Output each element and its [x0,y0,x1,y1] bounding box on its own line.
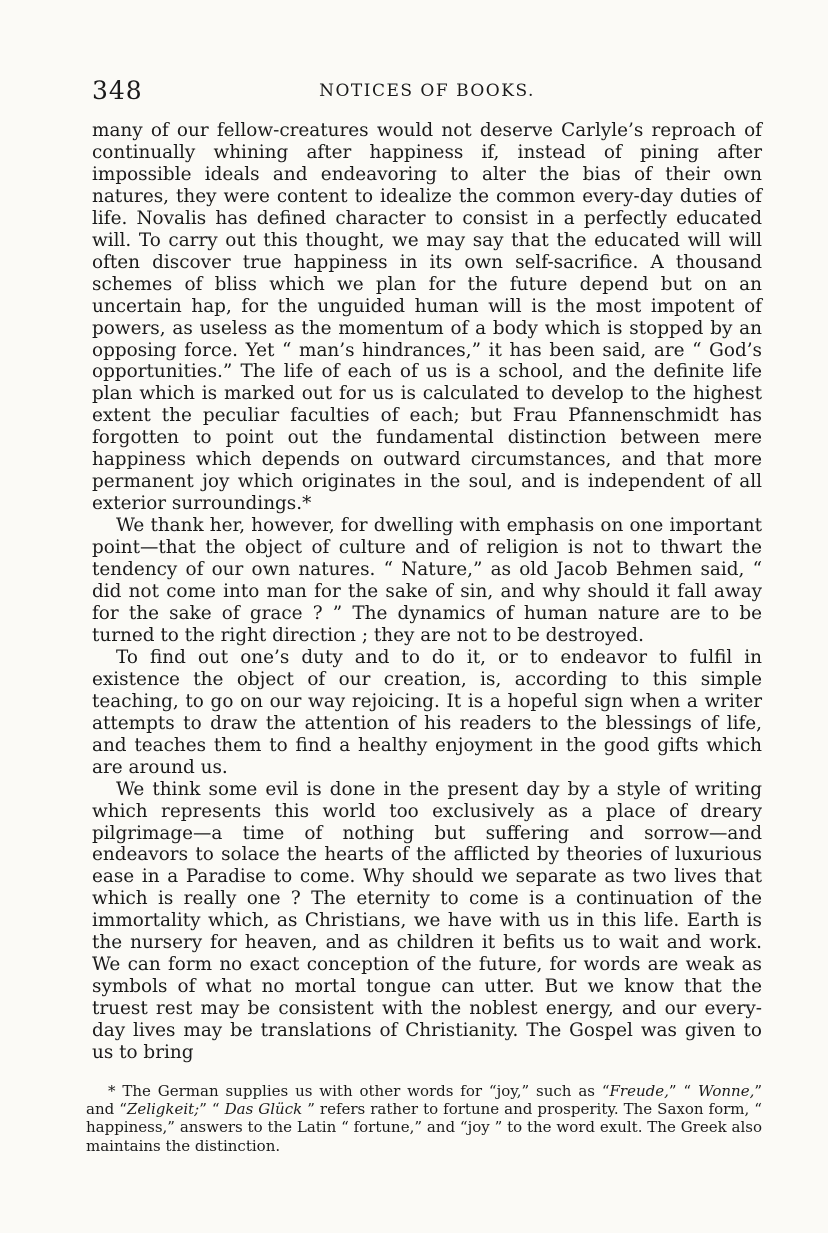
page-number: 348 [92,76,143,105]
footnote-term-zeligkeit: Zeligkeit; [126,1100,200,1119]
page-header [92,76,762,106]
footnote-term-das-gluck: Das Glück [224,1100,303,1119]
paragraph-2: We thank her, however, for dwelling with emphasis on one important point—that the object of culture and of religion is not to thwart the tendency of our own natures. “ Nature,” as old Jacob Behmen said, “ did not come into man for the sake of sin, and why should it fall away for the sake of grace ? ” The dynamics of human nature are to be turned to the right direction ; they are not to be destroyed. [92,515,762,646]
footnote [86,1082,762,1155]
footnote-term-wonne: Wonne, [697,1082,755,1100]
footnote-text-1: * The German supplies us with other words for “joy,” such as “ [108,1082,610,1100]
footnote-text-4: ” “ [199,1100,225,1119]
paragraph-1: many of our fellow-creatures would not deserve Carlyle’s reproach of continually whining after happiness if, instead of pining after impossible ideals and endeavoring to alter the bias of their own natures, they were content to idealize the common every-day duties of life. Novalis has defined character to consist in a perfectly educated will. To carry out this thought, we may say that the educated will will often discover true happiness in its own self-sacrifice. A thousand schemes of bliss which we plan for the future depend but on an uncertain hap, for the unguided human will is the most impotent of powers, as useless as the momentum of a body which is stopped by an opposing force. Yet “ man’s hindrances,” it has been said, are “ God’s opportunities.” The life of each of us is a school, and the definite life plan which is marked out for us is calculated to develop to the highest extent the peculiar faculties of each; but Frau Pfannenschmidt has forgotten to point out the fundamental distinction between mere happiness which depends on outward circumstances, and that more permanent joy which originates in the soul, and is independent of all exterior surroundings.* [92,120,762,515]
running-title: NOTICES OF BOOKS. [319,81,535,101]
paragraph-3: To find out one’s duty and to do it, or to endeavor to fulfil in existence the object of our creation, is, according to this simple teaching, to go on our way rejoicing. It is a hopeful sign when a writer attempts to draw the attention of his readers to the blessings of life, and teaches them to find a healthy enjoyment in the good gifts which are around us. [92,646,762,778]
body-text [92,120,762,1064]
paragraph-4: We think some evil is done in the present day by a style of writing which represents this world too exclusively as a place of dreary pilgrimage—a time of nothing but suffering and sorrow—and endeavors to solace the hearts of the afflicted by theories of luxurious ease in a Paradise to come. Why should we separate as two lives that which is really one ? The eternity to come is a continuation of the immortality which, as Christians, we have with us in this life. Earth is the nursery for heaven, and as children it befits us to wait and work. We can form no exact conception of the future, for words are weak as symbols of what no mortal tongue can utter. But we know that the truest rest may be consistent with the noblest energy, and our every-day lives may be translations of Christianity. The Gospel was given to us to bring [92,778,762,1064]
footnote-text-2: ” “ [668,1082,698,1100]
footnote-text-5: ” refers rather to fortune and prosperity. The Saxon form, “ happiness,” answers to the Latin “ fortune,” and “joy ” to the word exult. The Greek also maintains the distinction. [86,1100,762,1155]
footnote-term-freude: Freude, [609,1082,669,1100]
footnote-text-3: ” and “ [86,1082,763,1119]
